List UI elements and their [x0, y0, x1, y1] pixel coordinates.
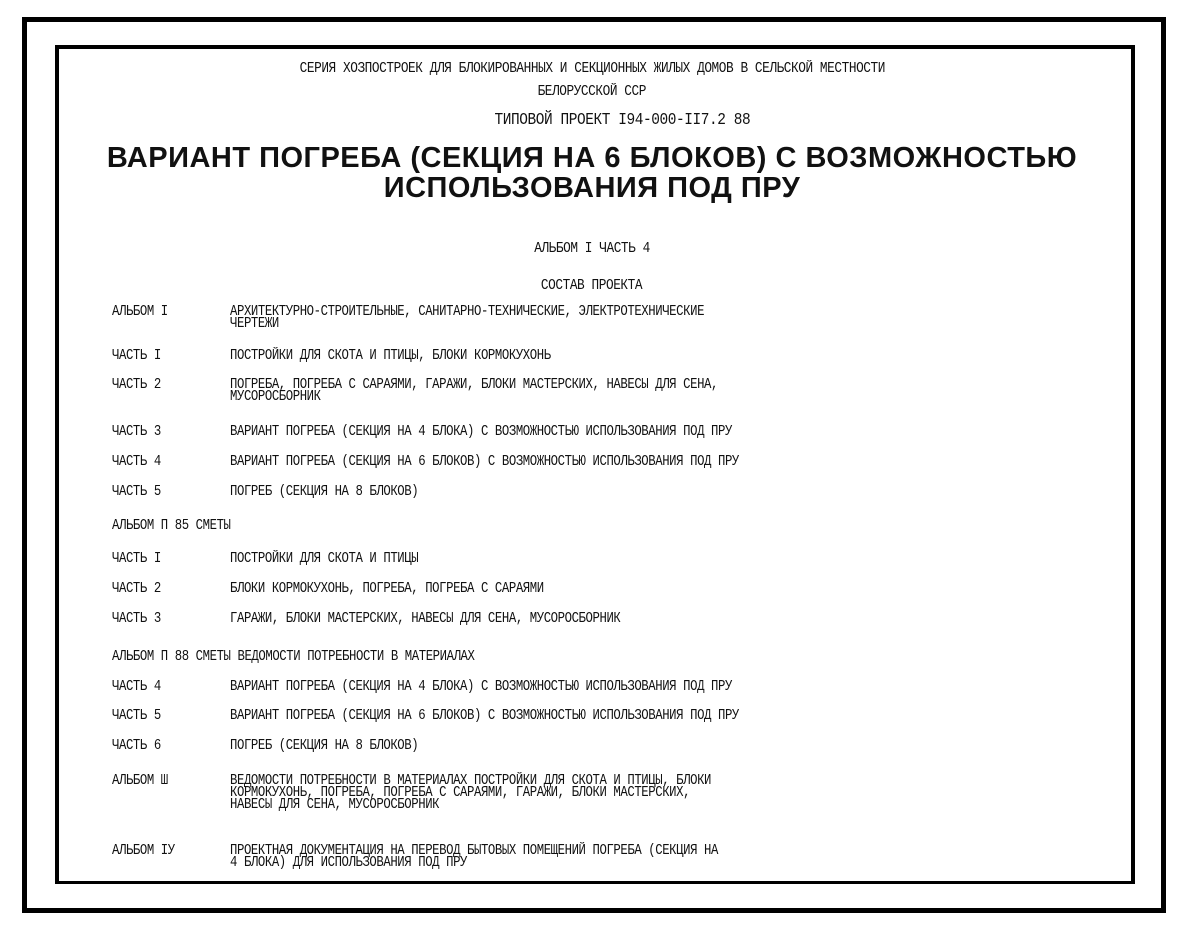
- contents-label: ЧАСТЬ 2: [112, 376, 161, 393]
- contents-text: ПОСТРОЙКИ ДЛЯ СКОТА И ПТИЦЫ: [230, 550, 419, 567]
- contents-text: ПРОЕКТНАЯ ДОКУМЕНТАЦИЯ НА ПЕРЕВОД БЫТОВЫХ ПОМЕЩЕНИЙ ПОГРЕБА (СЕКЦИЯ НА: [230, 842, 718, 859]
- contents-text: ГАРАЖИ, БЛОКИ МАСТЕРСКИХ, НАВЕСЫ ДЛЯ СЕНА, МУСОРОСБОРНИК: [230, 610, 621, 627]
- contents-text: ВАРИАНТ ПОГРЕБА (СЕКЦИЯ НА 4 БЛОКА) С ВОЗМОЖНОСТЬЮ ИСПОЛЬЗОВАНИЯ ПОД ПРУ: [230, 423, 732, 440]
- contents-text: ВАРИАНТ ПОГРЕБА (СЕКЦИЯ НА 6 БЛОКОВ) С ВОЗМОЖНОСТЬЮ ИСПОЛЬЗОВАНИЯ ПОД ПРУ: [230, 707, 739, 724]
- contents-text: ПОГРЕБА, ПОГРЕБА С САРАЯМИ, ГАРАЖИ, БЛОКИ МАСТЕРСКИХ, НАВЕСЫ ДЛЯ СЕНА,: [230, 376, 718, 393]
- contents-label: АЛЬБОМ IУ: [112, 842, 175, 859]
- contents-label: ЧАСТЬ 3: [112, 423, 161, 440]
- contents-text: БЛОКИ КОРМОКУХОНЬ, ПОГРЕБА, ПОГРЕБА С САРАЯМИ: [230, 580, 544, 597]
- contents-heading: [0, 276, 1184, 294]
- contents-text: ВАРИАНТ ПОГРЕБА (СЕКЦИЯ НА 4 БЛОКА) С ВОЗМОЖНОСТЬЮ ИСПОЛЬЗОВАНИЯ ПОД ПРУ: [230, 678, 732, 695]
- series-line-2-text: БЕЛОРУССКОЙ ССР: [537, 83, 647, 100]
- contents-text: НАВЕСЫ ДЛЯ СЕНА, МУСОРОСБОРНИК: [230, 796, 440, 813]
- contents-text: МУСОРОСБОРНИК: [230, 388, 321, 405]
- contents-text: АРХИТЕКТУРНО-СТРОИТЕЛЬНЫЕ, САНИТАРНО-ТЕХНИЧЕСКИЕ, ЭЛЕКТРОТЕХНИЧЕСКИЕ: [230, 303, 705, 320]
- contents-text: ВАРИАНТ ПОГРЕБА (СЕКЦИЯ НА 6 БЛОКОВ) С ВОЗМОЖНОСТЬЮ ИСПОЛЬЗОВАНИЯ ПОД ПРУ: [230, 453, 739, 470]
- contents-label: ЧАСТЬ I: [112, 550, 161, 567]
- contents-label: ЧАСТЬ 5: [112, 483, 161, 500]
- contents-label: АЛЬБОМ I: [112, 303, 168, 320]
- contents-label: АЛЬБОМ П 88 СМЕТЫ ВЕДОМОСТИ ПОТРЕБНОСТИ В МАТЕРИАЛАХ: [112, 648, 475, 665]
- contents-label: ЧАСТЬ 6: [112, 737, 161, 754]
- project-number: [0, 111, 1184, 130]
- series-line-1: [0, 59, 1184, 77]
- contents-text: ПОГРЕБ (СЕКЦИЯ НА 8 БЛОКОВ): [230, 737, 419, 754]
- project-number-text: ТИПОВОЙ ПРОЕКТ I94-000-II7.2 88: [494, 111, 750, 130]
- contents-label: ЧАСТЬ 4: [112, 453, 161, 470]
- contents-text: 4 БЛОКА) ДЛЯ ИСПОЛЬЗОВАНИЯ ПОД ПРУ: [230, 854, 468, 871]
- contents-label: ЧАСТЬ 2: [112, 580, 161, 597]
- contents-text: ВЕДОМОСТИ ПОТРЕБНОСТИ В МАТЕРИАЛАХ ПОСТРОЙКИ ДЛЯ СКОТА И ПТИЦЫ, БЛОКИ: [230, 772, 712, 789]
- title-line-2: ИСПОЛЬЗОВАНИЯ ПОД ПРУ: [383, 172, 801, 204]
- contents-label: ЧАСТЬ 5: [112, 707, 161, 724]
- contents-label: АЛЬБОМ П 85 СМЕТЫ: [112, 517, 231, 534]
- series-line-1-text: СЕРИЯ ХОЗПОСТРОЕК ДЛЯ БЛОКИРОВАННЫХ И СЕКЦИОННЫХ ЖИЛЫХ ДОМОВ В СЕЛЬСКОЙ МЕСТНОСТИ: [299, 60, 885, 77]
- contents-label: ЧАСТЬ 3: [112, 610, 161, 627]
- series-line-2: [0, 82, 1184, 100]
- contents-heading-text: СОСТАВ ПРОЕКТА: [541, 277, 643, 294]
- contents-label: ЧАСТЬ I: [112, 347, 161, 364]
- contents-text: ЧЕРТЕЖИ: [230, 315, 279, 332]
- album-part-text: АЛЬБОМ I ЧАСТЬ 4: [534, 240, 650, 257]
- contents-text: ПОСТРОЙКИ ДЛЯ СКОТА И ПТИЦЫ, БЛОКИ КОРМОКУХОНЬ: [230, 347, 551, 364]
- contents-text: КОРМОКУХОНЬ, ПОГРЕБА, ПОГРЕБА С САРАЯМИ, ГАРАЖИ, БЛОКИ МАСТЕРСКИХ,: [230, 784, 691, 801]
- contents-label: ЧАСТЬ 4: [112, 678, 161, 695]
- contents-text: ПОГРЕБ (СЕКЦИЯ НА 8 БЛОКОВ): [230, 483, 419, 500]
- album-part: [0, 239, 1184, 257]
- title-line-1: ВАРИАНТ ПОГРЕБА (СЕКЦИЯ НА 6 БЛОКОВ) С ВОЗМОЖНОСТЬЮ: [106, 142, 1078, 174]
- contents-label: АЛЬБОМ Ш: [112, 772, 168, 789]
